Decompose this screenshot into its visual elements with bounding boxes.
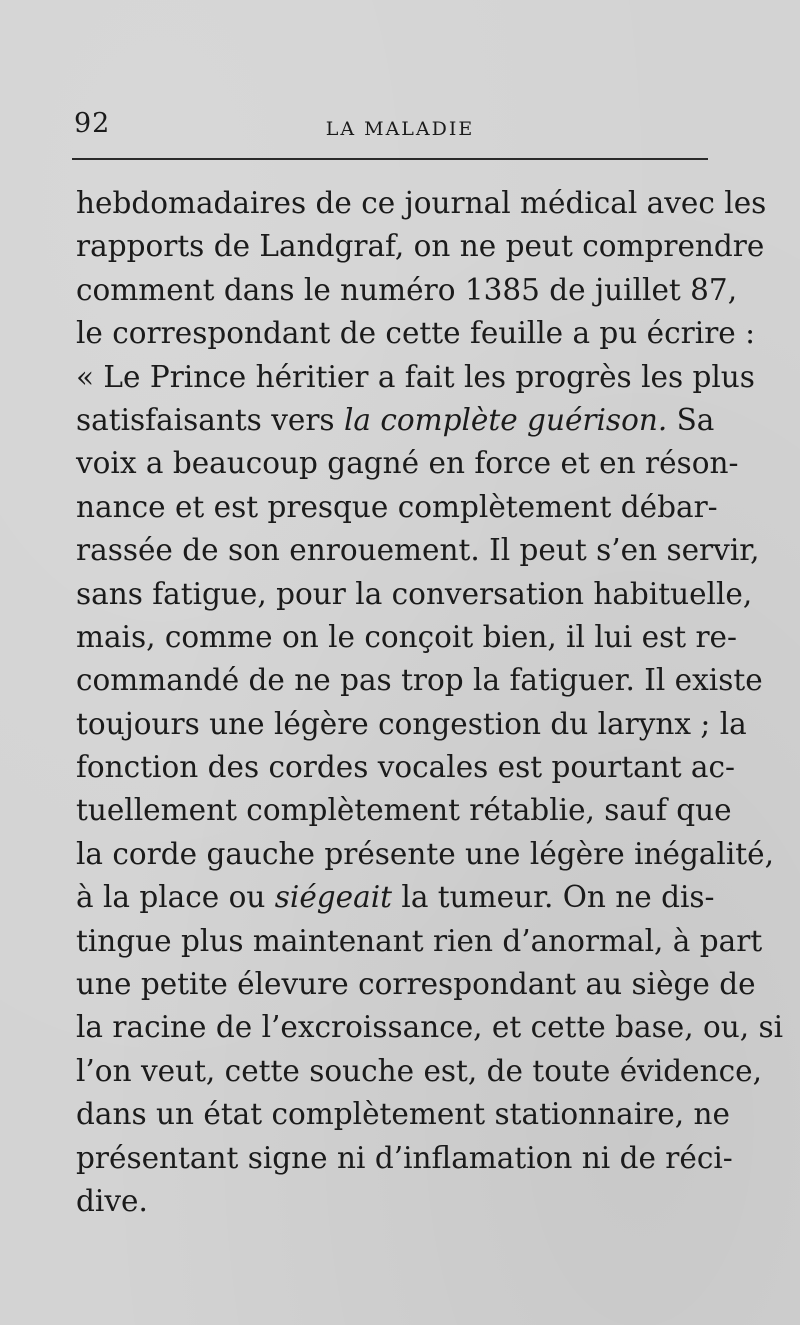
text-run: à la place ou: [76, 880, 275, 915]
text-line: fonction des cordes vocales est pourtant ac-: [76, 750, 735, 785]
text-line: mais, comme on le conçoit bien, il lui est re-: [76, 619, 737, 654]
text-line: tingue plus maintenant rien d’anormal, à part: [76, 923, 763, 958]
page-header: [72, 108, 708, 148]
text-line: [76, 876, 715, 919]
text-line: hebdomadaires de ce journal médical avec les: [76, 186, 767, 220]
text-line: rassée de son enrouement. Il peut s’en servir,: [76, 533, 760, 568]
text-line: comment dans le numéro 1385 de juillet 87,: [76, 272, 738, 307]
text-line: toujours une légère congestion du larynx ; la: [76, 706, 747, 741]
text-line: le correspondant de cette feuille a pu écrire :: [76, 316, 756, 351]
text-run: Sa: [667, 402, 715, 437]
italic-word: siégeait: [274, 880, 393, 915]
text-run: la tumeur. On ne dis-: [392, 880, 715, 915]
text-line: la racine de l’excroissance, et cette base, ou, si: [76, 1010, 784, 1045]
text-line: rapports de Landgraf, on ne peut comprendre: [76, 229, 765, 264]
text-line: voix a beaucoup gagné en force et en réson-: [76, 446, 739, 481]
text-line: [76, 399, 715, 442]
text-run: satisfaisants vers: [76, 402, 344, 437]
text-line: la corde gauche présente une légère inégalité,: [76, 836, 774, 871]
text-line: « Le Prince héritier a fait les progrès les plus: [76, 359, 755, 394]
page-number: 92: [74, 108, 111, 139]
text-line: nance et est presque complètement débar-: [76, 489, 718, 524]
text-line: sans fatigue, pour la conversation habituelle,: [76, 576, 753, 611]
text-line-last: dive.: [76, 1183, 148, 1218]
header-rule: [72, 158, 708, 160]
text-line: tuellement complètement rétablie, sauf que: [76, 793, 732, 828]
text-line: commandé de ne pas trop la fatiguer. Il existe: [76, 663, 763, 698]
text-line: l’on veut, cette souche est, de toute évidence,: [76, 1053, 762, 1088]
running-head: LA MALADIE: [325, 118, 475, 140]
text-line: dans un état complètement stationnaire, ne: [76, 1097, 730, 1132]
italic-phrase: la complète guérison.: [343, 402, 668, 437]
text-line: une petite élevure correspondant au siège de: [76, 967, 756, 1002]
body-text: [76, 182, 784, 1223]
text-line: présentant signe ni d’inflamation ni de réci-: [76, 1140, 733, 1175]
